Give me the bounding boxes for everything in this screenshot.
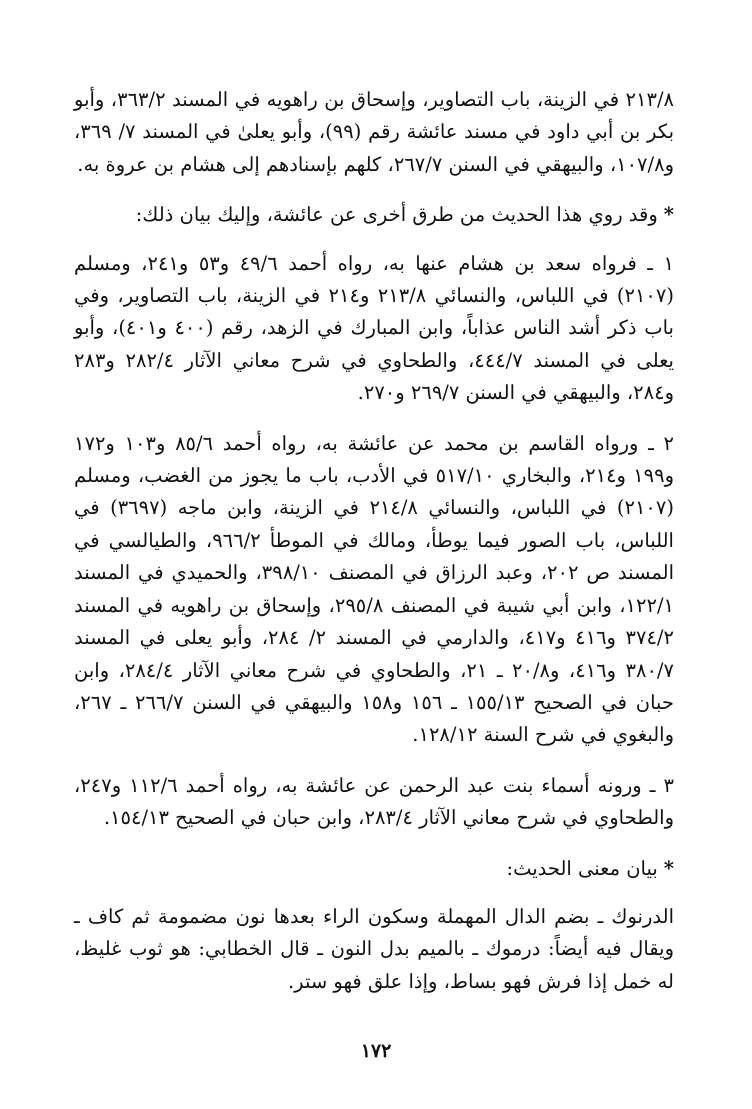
paragraph-meaning: الدرنوك ـ بضم الدال المهملة وسكون الراء بعدها نون مضمومة ثم كاف ـ ويقال فيه أيضاً: درموك ـ بالميم بدل النون ـ قال الخطابي: هو ثوب غليظ، له خمل إذا فرش فهو بساط، وإذا علق فهو ستر. — [74, 904, 674, 993]
paragraph-route-2: ٢ ـ ورواه القاسم بن محمد عن عائشة به، رواه أحمد ٨٥/٦ و١٠٣ و١٧٢ و١٩٩ و٢١٤، والبخاري ٥١٧/١٠ في الأدب، باب ما يجوز من الغضب، ومسلم (٢١٠٧) في اللباس، والنسائي ٢١٤/٨ في الزينة، وابن ماجه (٣٦٩٧) في اللباس، باب الصور فيما يوطأ، ومالك في الموطأ ٩٦٦/٢، والطيالسي في المسند ص ٢٠٢، وعبد الرزاق في المصنف ٣٩٨/١٠، والحميدي في المسند ١٢٢/١، وابن أبي شيبة في المصنف ٢٩٥/٨، وإسحاق بن راهويه في المسند ٣٧٤/٢ و٤١٦ و٤١٧، والدارمي في المسند ٢/ ٢٨٤، وأبو يعلى في المسند ٣٨٠/٧ و٤١٦، و٢٠/٨ ـ ٢١، والطحاوي في شرح معاني الآثار ٢٨٤/٤، وابن حبان في الصحيح ١٥٥/١٣ ـ ١٥٦ و١٥٨ والبيهقي في السنن ٢٦٦/٧ ـ ٢٦٧، والبغوي في شرح السنة ١٢٨/١٢. — [74, 431, 674, 747]
paragraph-route-1: ١ ـ فرواه سعد بن هشام عنها به، رواه أحمد ٤٩/٦ و٥٣ و٢٤١، ومسلم (٢١٠٧) في اللباس، والنسائي ٢١٣/٨ و٢١٤ في الزينة، باب التصاوير، وفي باب ذكر أشد الناس عذاباً، وابن المبارك في الزهد، رقم (٤٠٠ و٤٠١)، وأبو يعلى في المسند ٤٤٤/٧، والطحاوي في شرح معاني الآثار ٢٨٢/٤ و٢٨٣ و٢٨٤، والبيهقي في السنن ٢٦٩/٧ و٢٧٠. — [74, 251, 674, 405]
page-body — [74, 84, 674, 998]
bullet-other-routes — [74, 199, 674, 231]
bullet-star-icon: * — [663, 203, 674, 227]
bullet-meaning-heading — [74, 853, 674, 885]
bullet-text: وقد روي هذا الحديث من طرق أخرى عن عائشة، وإليك بيان ذلك: — [135, 203, 658, 227]
page-number: ١٧٢ — [360, 1040, 392, 1062]
paragraph-citations-intro: ٢١٣/٨ في الزينة، باب التصاوير، وإسحاق بن راهويه في المسند ٣٦٣/٢، وأبو بكر بن أبي داود في مسند عائشة رقم (٩٩)، وأبو يعلىٰ في المسند ٧/ ٣٦٩، و١٠٧/٨، والبيهقي في السنن ٢٦٧/٧، كلهم بإسنادهم إلى هشام بن عروة به. — [74, 88, 674, 176]
bullet-star-icon: * — [663, 856, 674, 880]
bullet-text: بيان معنى الحديث: — [506, 856, 658, 880]
paragraph-route-3: ٣ ـ ورونه أسماء بنت عبد الرحمن عن عائشة به، رواه أحمد ١١٢/٦ و٢٤٧، والطحاوي في شرح معاني الآثار ٢٨٣/٤، وابن حبان في الصحيح ١٥٤/١٣. — [74, 773, 674, 830]
